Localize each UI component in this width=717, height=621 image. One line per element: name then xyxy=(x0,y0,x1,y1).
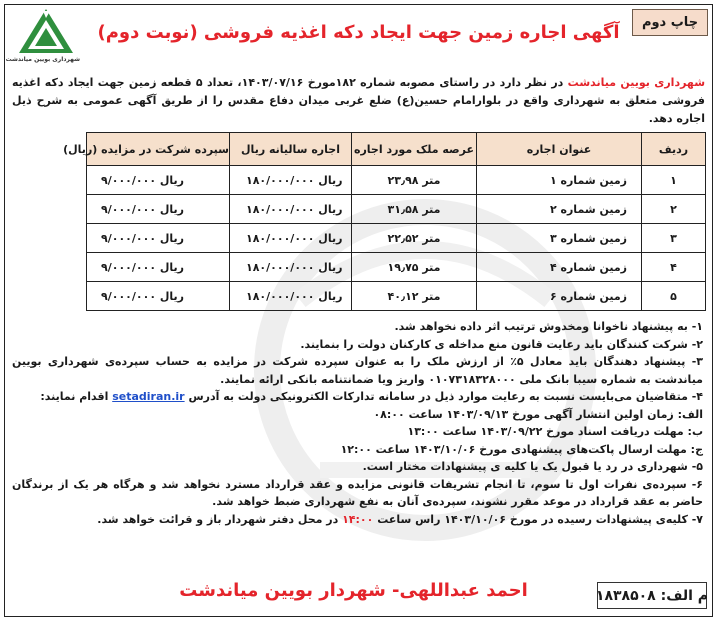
cell-lease-title: زمین شماره ۱ xyxy=(477,166,642,195)
cell-row-number: ۴ xyxy=(642,253,706,282)
logo-caption: شهرداری بویین میاندشت xyxy=(5,56,80,63)
condition-7-text: ۷- کلیه‌ی پیشنهادات رسیده در مورخ ۱۴۰۳/۱۰/۰۶ راس ساعت xyxy=(377,512,703,526)
cell-annual-rent: ۱۸۰/۰۰۰/۰۰۰ ریال xyxy=(230,282,352,311)
cell-deposit: ۹/۰۰۰/۰۰۰ ریال xyxy=(87,166,230,195)
cell-deposit: ۹/۰۰۰/۰۰۰ ریال xyxy=(87,253,230,282)
print-badge: چاپ دوم xyxy=(632,9,708,36)
condition-item: ۱- به پیشنهاد ناخوانا ومخدوش ترتیب اثر داده نخواهد شد. xyxy=(394,320,703,333)
cell-lease-title: زمین شماره ۲ xyxy=(477,195,642,224)
cell-area: ۲۲٫۵۲ متر xyxy=(352,224,477,253)
cell-row-number: ۱ xyxy=(642,166,706,195)
condition-subitem: ب: مهلت دریافت اسناد مورخ ۱۴۰۳/۰۹/۲۲ ساعت ۱۳:۰۰ xyxy=(407,425,703,438)
ad-title: آگهی اجاره زمین جهت ایجاد دکه اغذیه فروشی (نوبت دوم) xyxy=(97,22,620,43)
condition-item: ۶- سپرده‌ی نفرات اول تا سوم، تا انجام تشریفات قانونی مزایده و عقد قرارداد مسترد نخواهد شد و هرگاه هر یک از برندگان حاضر به عقد قرارداد در موعد مقرر نشوند، سپرده‌ی آنان به نفع شهرداری ضبط خواهد شد. xyxy=(12,477,703,508)
cell-row-number: ۲ xyxy=(642,195,706,224)
lease-table xyxy=(63,132,706,311)
municipality-logo-icon xyxy=(17,7,75,55)
condition-4-text: ۴- متقاضیان می‌بایست نسبت به رعایت موارد ذیل در سامانه تدارکات الکترونیکی دولت به آدرس xyxy=(188,390,703,403)
condition-subitem: ج: مهلت ارسال پاکت‌های پیشنهادی مورخ ۱۴۰۳/۱۰/۰۶ ساعت ۱۲:۰۰ xyxy=(340,442,703,456)
intro-text: در نظر دارد در راستای مصوبه شماره ۱۸۲مورخ ۱۴۰۳/۰۷/۱۶، تعداد ۵ قطعه زمین جهت ایجاد دکه اغذیه فروشی متعلق به شهرداری واقع در بلوارامام حسین(ع) ضلع غربی میدان دفاع مقدس را از طریق آگهی عمومی به شرح ذیل اجاره دهد. xyxy=(12,76,705,125)
cell-lease-title: زمین شماره ۴ xyxy=(477,253,642,282)
header-area: عرصه ملک مورد اجاره xyxy=(352,133,477,166)
table-row xyxy=(87,195,706,224)
condition-4-tail: اقدام نمایند: xyxy=(40,390,109,403)
setad-link[interactable]: setadiran.ir xyxy=(112,390,185,403)
cell-annual-rent: ۱۸۰/۰۰۰/۰۰۰ ریال xyxy=(230,195,352,224)
cell-row-number: ۵ xyxy=(642,282,706,311)
intro-organization: شهرداری بویین میاندشت xyxy=(567,76,706,89)
condition-item: ۲- شرکت کنندگان باید رعایت قانون منع مداخله ی کارکنان دولت را بنمایند. xyxy=(300,337,703,351)
ad-reference-number: م الف: ۱۸۳۸۵۰۸ xyxy=(597,582,707,609)
cell-area: ۱۹٫۷۵ متر xyxy=(352,253,477,282)
lease-table-body xyxy=(87,166,706,311)
cell-lease-title: زمین شماره ۳ xyxy=(477,224,642,253)
header-lease-title: عنوان اجاره xyxy=(477,133,642,166)
intro-paragraph xyxy=(12,74,705,128)
table-row xyxy=(87,224,706,253)
cell-area: ۳۱٫۵۸ متر xyxy=(352,195,477,224)
condition-item: ۳- پیشنهاد دهندگان باید معادل ۵٪ از ارزش ملک را به عنوان سپرده شرکت در مزایده به حساب سپرده‌ی شهرداری بویین میاندشت به شماره سیبا بانک ملی ۰۱۰۷۳۱۸۳۲۸۰۰۰ واریز ویا ضمانتنامه بانکی ارائه نمایند. xyxy=(12,355,703,386)
mayor-signature: احمد عبداللهی- شهردار بویین میاندشت xyxy=(179,580,528,601)
cell-deposit: ۹/۰۰۰/۰۰۰ ریال xyxy=(87,224,230,253)
condition-item xyxy=(12,388,703,406)
table-row xyxy=(87,253,706,282)
cell-deposit: ۹/۰۰۰/۰۰۰ ریال xyxy=(87,282,230,311)
lease-table-head xyxy=(63,133,706,166)
condition-item: ۵- شهرداری در رد یا قبول یک یا کلیه ی پیشنهادات مختار است. xyxy=(362,460,703,473)
municipality-logo xyxy=(5,7,80,69)
condition-subitem: الف: زمان اولین انتشار آگهی مورخ ۱۴۰۳/۰۹/۱۳ ساعت ۰۸:۰۰ xyxy=(373,407,703,421)
cell-row-number: ۳ xyxy=(642,224,706,253)
header-annual-rent: اجاره سالیانه ریال xyxy=(230,133,352,166)
cell-deposit: ۹/۰۰۰/۰۰۰ ریال xyxy=(87,195,230,224)
table-header-row xyxy=(87,133,706,166)
header-deposit: سپرده شرکت در مزایده (ریال) xyxy=(87,133,230,166)
table-row xyxy=(87,166,706,195)
cell-annual-rent: ۱۸۰/۰۰۰/۰۰۰ ریال xyxy=(230,253,352,282)
cell-annual-rent: ۱۸۰/۰۰۰/۰۰۰ ریال xyxy=(230,224,352,253)
table-row xyxy=(87,282,706,311)
cell-annual-rent: ۱۸۰/۰۰۰/۰۰۰ ریال xyxy=(230,166,352,195)
header-row-number: ردیف xyxy=(642,133,706,166)
opening-time: ۱۴:۰۰ xyxy=(342,512,374,526)
cell-area: ۴۰٫۱۲ متر xyxy=(352,282,477,311)
cell-area: ۲۳٫۹۸ متر xyxy=(352,166,477,195)
conditions-list xyxy=(12,318,703,528)
cell-lease-title: زمین شماره ۶ xyxy=(477,282,642,311)
condition-7-tail: در محل دفتر شهردار باز و قرائت خواهد شد. xyxy=(97,512,339,526)
condition-item xyxy=(12,511,703,529)
